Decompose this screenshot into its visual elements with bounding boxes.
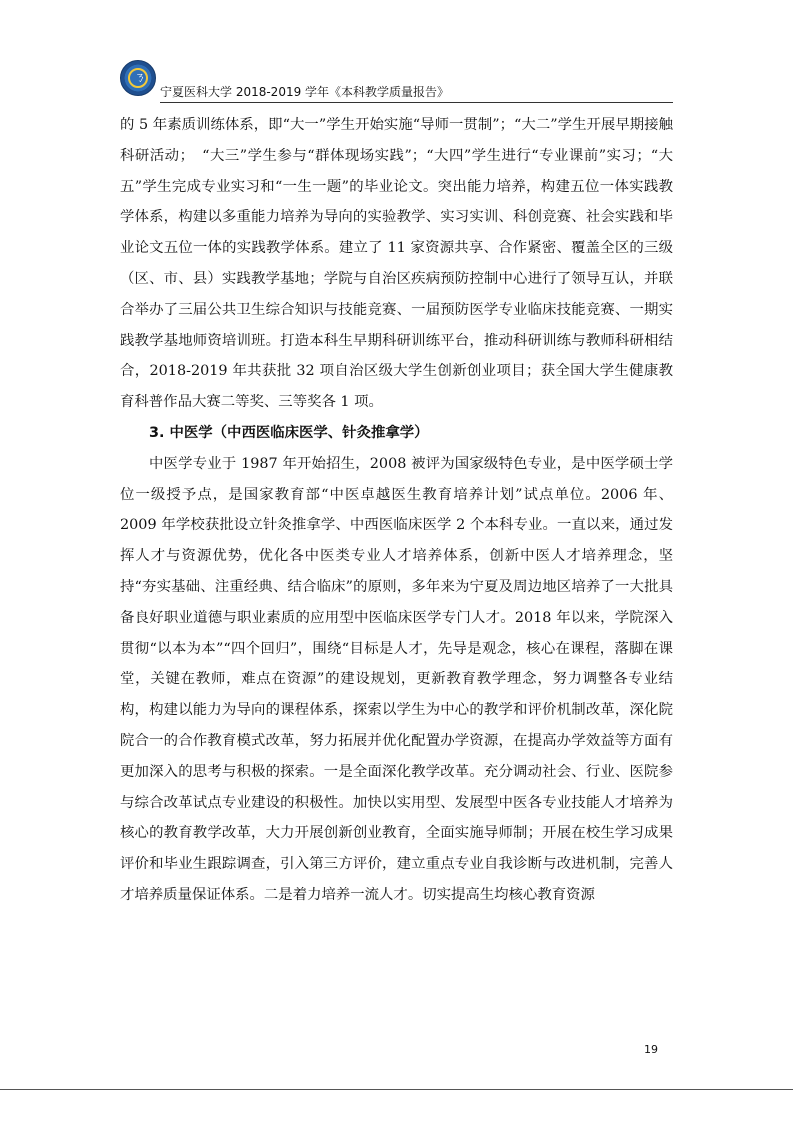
page-header xyxy=(120,60,673,104)
footer-rule xyxy=(0,1089,793,1090)
header-rule xyxy=(160,102,673,103)
seal-mark: ㄋ xyxy=(134,70,147,84)
header-title: 宁夏医科大学 2018-2019 学年《本科教学质量报告》 xyxy=(160,85,450,99)
section-heading: 3. 中医学（中西医临床医学、针灸推拿学） xyxy=(149,424,429,441)
paragraph-tcm: 中医学专业于 1987 年开始招生，2008 被评为国家级特色专业，是中医学硕士学位一级授予点，是国家教育部“中医卓越医生教育培养计划”试点单位。2006 年、2009 年学校获批设立针灸推拿学、中西医临床医学 2 个本科专业。一直以来，通过发挥人才与资源优势，优化各中医类专业人才培养体系，创新中医人才培养理念，坚持“夯实基础、注重经典、结合临床”的原则，多年来为宁夏及周边地区培养了一大批具备良好职业道德与职业素质的应用型中医临床医学专门人才。2018 年以来，学院深入贯彻“以本为本”“四个回归”，围绕“目标是人才，先导是观念，核心在课程，落脚在课堂，关键在教师，难点在资源”的建设规划，更新教育教学理念，努力调整各专业结构，构建以能力为导向的课程体系，探索以学生为中心的教学和评价机制改革，深化院院合一的合作教育模式改革，努力拓展并优化配置办学资源，在提高办学效益等方面有更加深入的思考与积极的探索。一是全面深化教学改革。充分调动社会、行业、医院参与综合改革试点专业建设的积极性。加快以实用型、发展型中医各专业技能人才培养为核心的教育教学改革，大力开展创新创业教育，全面实施导师制；开展在校生学习成果评价和毕业生跟踪调查，引入第三方评价，建立重点专业自我诊断与改进机制，完善人才培养质量保证体系。二是着力培养一流人才。切实提高生均核心教育资源 xyxy=(120,455,673,903)
paragraph-continued: 的 5 年素质训练体系，即“大一”学生开始实施“导师一贯制”；“大二”学生开展早期接触科研活动； “大三”学生参与“群体现场实践”；“大四”学生进行“专业课前”实习；“大五”学生完成专业实习和“一生一题”的毕业论文。突出能力培养，构建五位一体实践教学体系，构建以多重能力培养为导向的实验教学、实习实训、科创竞赛、社会实践和毕业论文五位一体的实践教学体系。建立了 11 家资源共享、合作紧密、覆盖全区的三级（区、市、县）实践教学基地；学院与自治区疾病预防控制中心进行了领导互认，并联合举办了三届公共卫生综合知识与技能竞赛、一届预防医学专业临床技能竞赛、一期实践教学基地师资培训班。打造本科生早期科研训练平台，推动科研训练与教师科研相结合，2018-2019 年共获批 32 项自治区级大学生创新创业项目；获全国大学生健康教育科普作品大赛二等奖、三等奖各 1 项。 xyxy=(120,117,673,411)
university-seal-icon xyxy=(120,60,156,96)
page-content xyxy=(120,110,673,911)
page-number: 19 xyxy=(644,1043,658,1056)
